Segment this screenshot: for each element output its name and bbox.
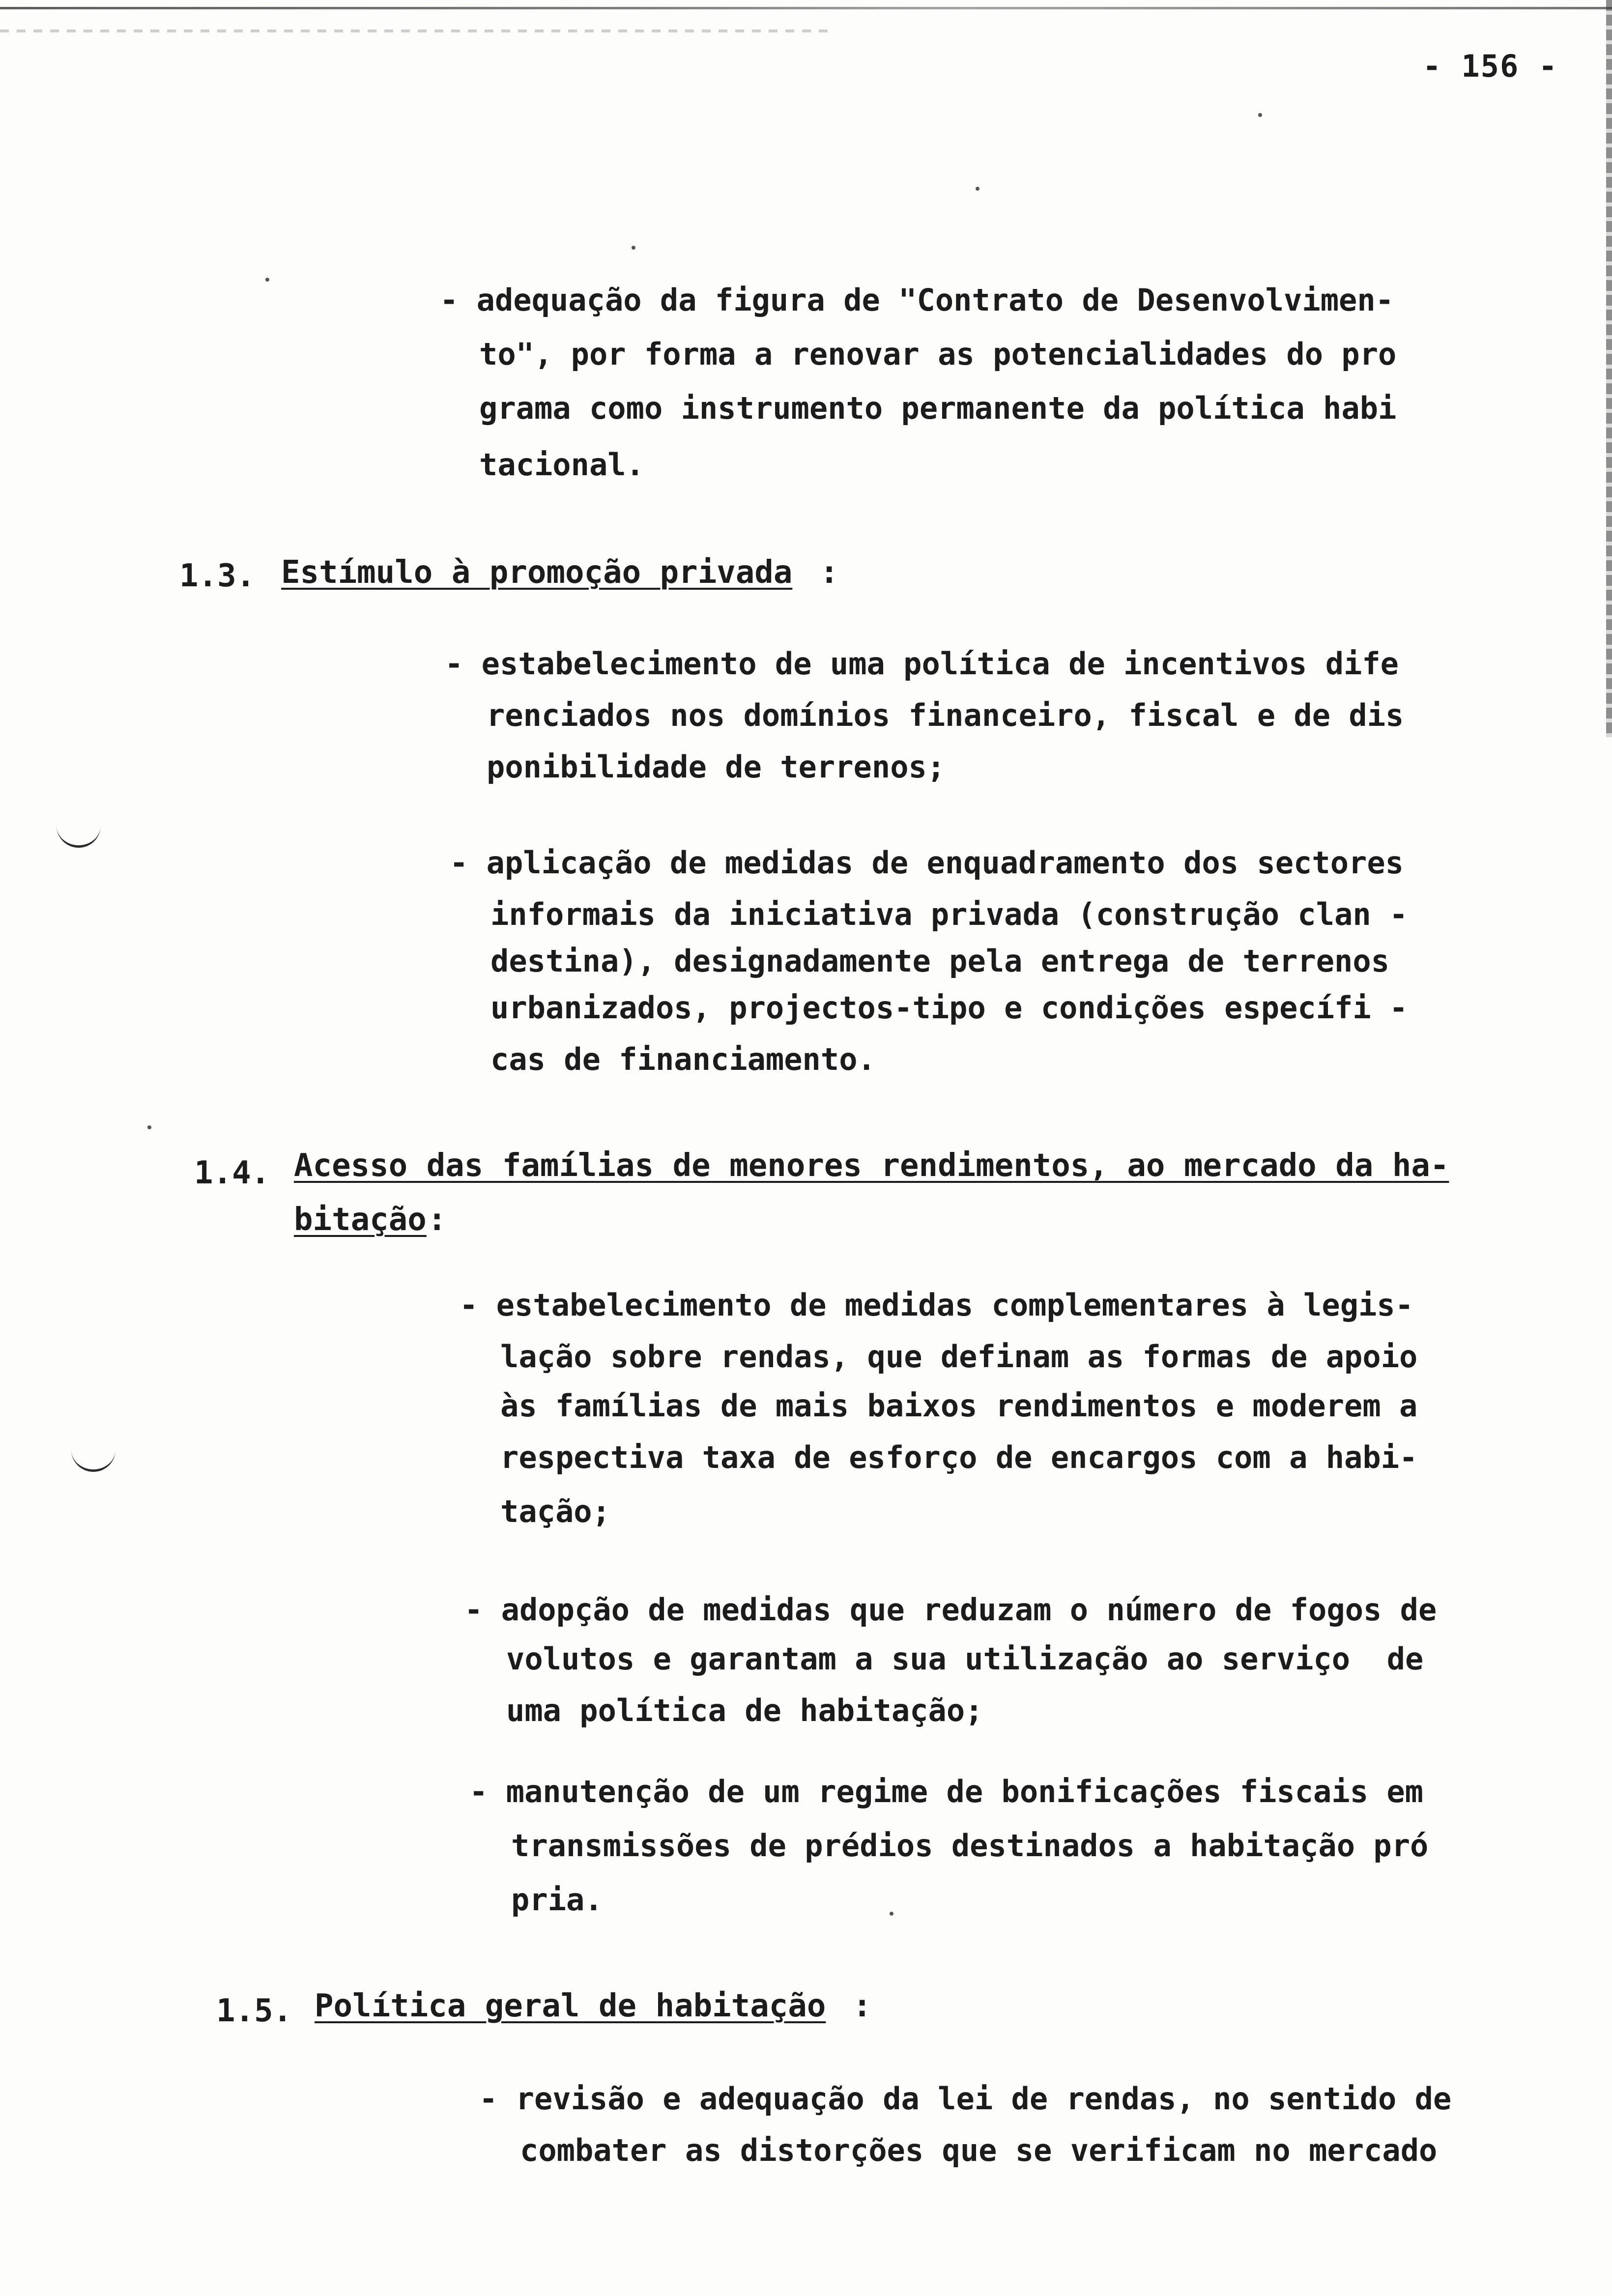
intro-bullet-line-4: tacional. — [479, 447, 644, 483]
section-number-1-3: 1.3. — [179, 558, 256, 594]
s13-bullet2-line-3: destina), designadamente pela entrega de terrenos — [490, 943, 1390, 979]
s13-bullet2-line-2: informais da iniciativa privada (construção clan - — [490, 896, 1408, 932]
s14-bullet1-line-2: lação sobre rendas, que definam as formas de apoio — [500, 1339, 1418, 1375]
s14-bullet3-line-1: - manutenção de um regime de bonificações fiscais em — [469, 1774, 1424, 1809]
scan-speck — [1258, 113, 1262, 117]
section-colon-1-3: : — [820, 554, 839, 591]
section-colon-1-4: : — [428, 1202, 447, 1238]
section-title-1-5: Política geral de habitação — [315, 1988, 826, 2024]
s14-bullet1-line-4: respectiva taxa de esforço de encargos com a habi- — [500, 1439, 1418, 1475]
section-title-1-4-line-2: bitação — [294, 1202, 427, 1238]
s13-bullet1-line-1: - estabelecimento de uma política de incentivos dife — [445, 646, 1399, 682]
s14-bullet3-line-3: pria. — [511, 1882, 603, 1918]
scan-speck — [890, 1912, 893, 1916]
scan-speck — [147, 1125, 151, 1129]
intro-bullet-line-3: grama como instrumento permanente da política habi — [479, 390, 1397, 426]
section-number-1-5: 1.5. — [216, 1993, 292, 2029]
s14-bullet1-line-3: às famílias de mais baixos rendimentos e moderem a — [500, 1388, 1418, 1424]
scan-speck — [976, 187, 979, 191]
scan-binding-edge — [1606, 0, 1612, 737]
s14-bullet2-line-1: - adopção de medidas que reduzam o número de fogos de — [464, 1592, 1437, 1628]
s13-bullet1-line-2: renciados nos domínios financeiro, fiscal e de dis — [487, 697, 1404, 733]
punch-hole-mark — [71, 1450, 115, 1472]
section-number-1-4: 1.4. — [194, 1155, 270, 1191]
s14-bullet1-line-1: - estabelecimento de medidas complementares à legis- — [460, 1287, 1414, 1323]
s13-bullet2-line-1: - aplicação de medidas de enquadramento dos sectores — [450, 845, 1404, 881]
s15-bullet1-line-1: - revisão e adequação da lei de rendas, no sentido de — [479, 2081, 1452, 2117]
s14-bullet2-line-3: uma política de habitação; — [506, 1693, 983, 1728]
scan-noise — [0, 29, 835, 32]
scan-speck — [265, 278, 269, 282]
section-title-1-4-line-1: Acesso das famílias de menores rendimentos, ao mercado da ha- — [294, 1148, 1449, 1184]
s13-bullet2-line-4: urbanizados, projectos-tipo e condições específi - — [490, 990, 1408, 1026]
s13-bullet2-line-5: cas de financiamento. — [490, 1041, 876, 1077]
section-title-1-3: Estímulo à promoção privada — [281, 554, 793, 591]
punch-hole-mark — [57, 826, 101, 848]
s15-bullet1-line-2: combater as distorções que se verificam no mercado — [520, 2132, 1438, 2168]
s14-bullet1-line-5: tação; — [500, 1493, 610, 1529]
s14-bullet2-line-2: volutos e garantam a sua utilização ao serviço de — [506, 1641, 1424, 1677]
page-number: - 156 - — [1422, 48, 1558, 84]
s13-bullet1-line-3: ponibilidade de terrenos; — [487, 749, 946, 785]
scan-edge-line — [0, 7, 1612, 9]
intro-bullet-line-1: - adequação da figura de "Contrato de Desenvolvimen- — [440, 282, 1394, 318]
section-colon-1-5: : — [853, 1988, 872, 2024]
scan-speck — [632, 246, 635, 250]
s14-bullet3-line-2: transmissões de prédios destinados a habitação pró — [511, 1828, 1429, 1864]
intro-bullet-line-2: to", por forma a renovar as potencialidades do pro — [479, 336, 1397, 372]
